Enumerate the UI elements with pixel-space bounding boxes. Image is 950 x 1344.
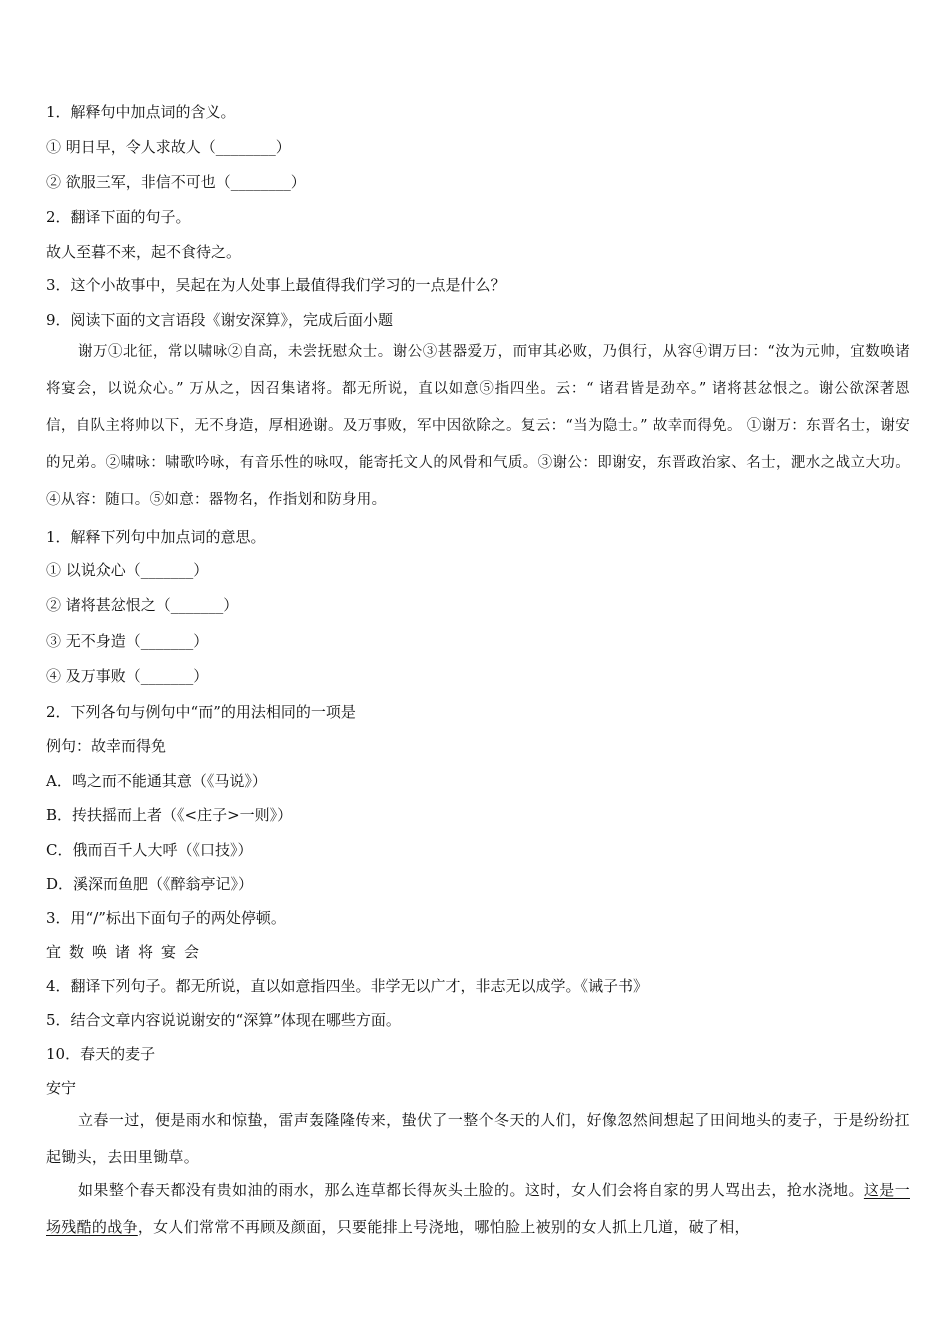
question-9-heading: 9．阅读下面的文言语段《谢安深算》，完成后面小题	[46, 311, 394, 329]
subquestion-2-example: 例句：故幸而得免	[46, 737, 167, 755]
classical-passage: 谢万①北征，常以啸咏②自高，未尝抚慰众士。谢公③甚器爱万，而审其必败，乃俱行，从容④谓万曰：“汝为元帅，宜数唤诸将宴会，以说众心。” 万从之，因召集诸将。都无所说，直以如意⑤指四坐。云：“ 诸君皆是劲卒。” 诸将甚忿恨之。谢公欲深著恩信，自队主将帅以下，无不身造，厚相逊谢。及万事败，军中因欲除之。复云：“当为隐士。” 故幸而得免。 ①谢万：东晋名士，谢安的兄弟。②啸咏：啸歌吟咏，有音乐性的咏叹，能寄托文人的风骨和气质。③谢公：即谢安，东晋政治家、名士，淝水之战立大功。④从容：随口。⑤如意：器物名，作指划和防身用。	[46, 344, 910, 508]
question-1-item-1: ① 明日早，令人求故人（________）	[46, 138, 291, 156]
subquestion-3-sentence: 宜数唤诸将宴会	[46, 943, 208, 961]
question-1-item-2: ② 欲服三军，非信不可也（________）	[46, 173, 306, 191]
question-1-heading: 1．解释句中加点词的含义。	[46, 103, 236, 121]
story-paragraph-2	[46, 1172, 910, 1246]
story-paragraph-2-end: ，女人们常常不再顾及颜面，只要能排上号浇地，哪怕脸上被别的女人抓上几道，破了相，	[137, 1218, 750, 1236]
subquestion-1-item-3: ③ 无不身造（_______）	[46, 632, 209, 650]
subquestion-5: 5．结合文章内容说说谢安的“深算”体现在哪些方面。	[46, 1011, 401, 1029]
subquestion-2-heading: 2．下列各句与例句中“而”的用法相同的一项是	[46, 703, 356, 721]
story-author: 安宁	[46, 1079, 77, 1097]
story-paragraph-1: 立春一过，便是雨水和惊蛰，雷声轰隆隆传来，蛰伏了一整个冬天的人们，好像忽然间想起了田间地头的麦子，于是纷纷扛起锄头，去田里锄草。	[46, 1111, 910, 1166]
subquestion-1-heading: 1．解释下列句中加点词的意思。	[46, 528, 266, 546]
underlined-phrase: 这是一场残酷的战争	[46, 1181, 910, 1236]
subquestion-1-item-4: ④ 及万事败（_______）	[46, 667, 209, 685]
subquestion-3-heading: 3．用“/”标出下面句子的两处停顿。	[46, 909, 286, 927]
question-2-sentence: 故人至暮不来，起不食待之。	[46, 243, 242, 261]
question-10-title: 10．春天的麦子	[46, 1045, 156, 1063]
option-c: C．俄而百千人大呼（《口技》）	[46, 841, 253, 859]
question-3: 3．这个小故事中，吴起在为人处事上最值得我们学习的一点是什么？	[46, 276, 506, 294]
question-2-heading: 2．翻译下面的句子。	[46, 208, 191, 226]
option-d: D．溪深而鱼肥（《醉翁亭记》）	[46, 875, 254, 893]
subquestion-1-item-1: ① 以说众心（_______）	[46, 561, 209, 579]
subquestion-4: 4．翻译下列句子。都无所说，直以如意指四坐。非学无以广才，非志无以成学。《诫子书》	[46, 977, 649, 995]
story-paragraph-2-start: 如果整个春天都没有贵如油的雨水，那么连草都长得灰头土脸的。这时，女人们会将自家的男人骂出去，抢水浇地。	[78, 1181, 864, 1199]
subquestion-1-item-2: ② 诸将甚忿恨之（_______）	[46, 596, 239, 614]
option-b: B．抟扶摇而上者（《<庄子>一则》）	[46, 806, 293, 824]
option-a: A．鸣之而不能通其意（《马说》）	[46, 772, 267, 790]
